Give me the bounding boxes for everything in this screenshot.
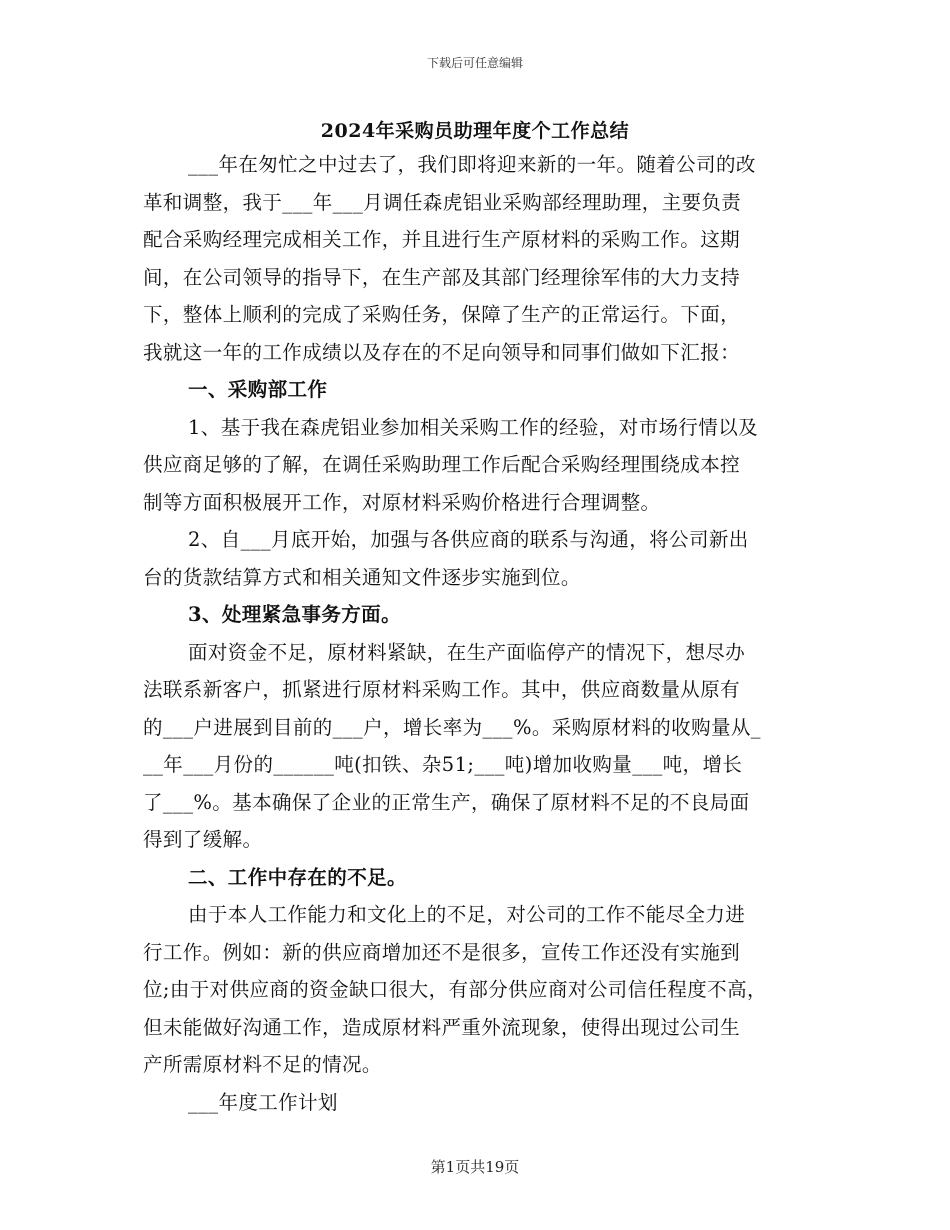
paragraph-line: 下，整体上顺利的完成了采购任务，保障了生产的正常运行。下面， xyxy=(143,303,741,326)
paragraph-line: 了___%。基本确保了企业的正常生产，确保了原材料不足的不良局面 xyxy=(143,790,750,814)
paragraph-line: 由于本人工作能力和文化上的不足，对公司的工作不能尽全力进 xyxy=(188,903,746,926)
paragraph-line: 法联系新客户，抓紧进行原材料采购工作。其中，供应商数量从原有 xyxy=(143,678,741,701)
paragraph-line: 的___户进展到目前的___户，增长率为___%。采购原材料的收购量从_ xyxy=(143,715,761,739)
paragraph-line: 行工作。例如：新的供应商增加还不是很多，宣传工作还没有实施到 xyxy=(143,940,741,964)
paragraph-line: 得到了缓解。 xyxy=(143,828,263,851)
paragraph-line: 但未能做好沟通工作，造成原材料严重外流现象，使得出现过公司生 xyxy=(143,1015,741,1039)
paragraph-line: 配合采购经理完成相关工作，并且进行生产原材料的采购工作。这期 xyxy=(143,228,741,251)
paragraph-line: ___年度工作计划 xyxy=(188,1090,338,1114)
document-body xyxy=(143,146,813,1121)
paragraph-line: ___年在匆忙之中过去了，我们即将迎来新的一年。随着公司的改 xyxy=(188,153,756,176)
section-heading: 一、采购部工作 xyxy=(188,378,328,401)
paragraph-line: 1、基于我在森虎铝业参加相关采购工作的经验，对市场行情以及 xyxy=(188,415,759,439)
document-title: 2024年采购员助理年度个工作总结 xyxy=(320,120,630,142)
paragraph-line: __年___月份的______吨(扣铁、杂51;___吨)增加收购量___吨，增长 xyxy=(143,753,743,776)
paragraph-line: 革和调整，我于___年___月调任森虎铝业采购部经理助理，主要负责 xyxy=(143,190,742,214)
paragraph-line: 位;由于对供应商的资金缺口很大，有部分供应商对公司信任程度不高， xyxy=(143,978,767,1001)
paragraph-line: 2、自___月底开始，加强与各供应商的联系与沟通，将公司新出 xyxy=(188,528,749,551)
paragraph-line: 面对资金不足，原材料紧缺，在生产面临停产的情况下，想尽办 xyxy=(188,640,746,664)
paragraph-line: 供应商足够的了解，在调任采购助理工作后配合采购经理围绕成本控 xyxy=(143,453,741,476)
paragraph-line: 产所需原材料不足的情况。 xyxy=(143,1053,382,1076)
paragraph-line: 间，在公司领导的指导下，在生产部及其部门经理徐军伟的大力支持 xyxy=(143,265,741,289)
paragraph-line: 我就这一年的工作成绩以及存在的不足向领导和同事们做如下汇报： xyxy=(143,340,741,364)
section-heading: 3、处理紧急事务方面。 xyxy=(188,603,401,626)
paragraph-line: 制等方面积极展开工作，对原材料采购价格进行合理调整。 xyxy=(143,490,661,514)
page-header-note: 下载后可任意编辑 xyxy=(426,56,523,70)
paragraph-line: 台的货款结算方式和相关通知文件逐步实施到位。 xyxy=(143,565,581,589)
section-heading: 二、工作中存在的不足。 xyxy=(188,865,407,889)
page-number-footer: 第1页共19页 xyxy=(430,1158,520,1176)
